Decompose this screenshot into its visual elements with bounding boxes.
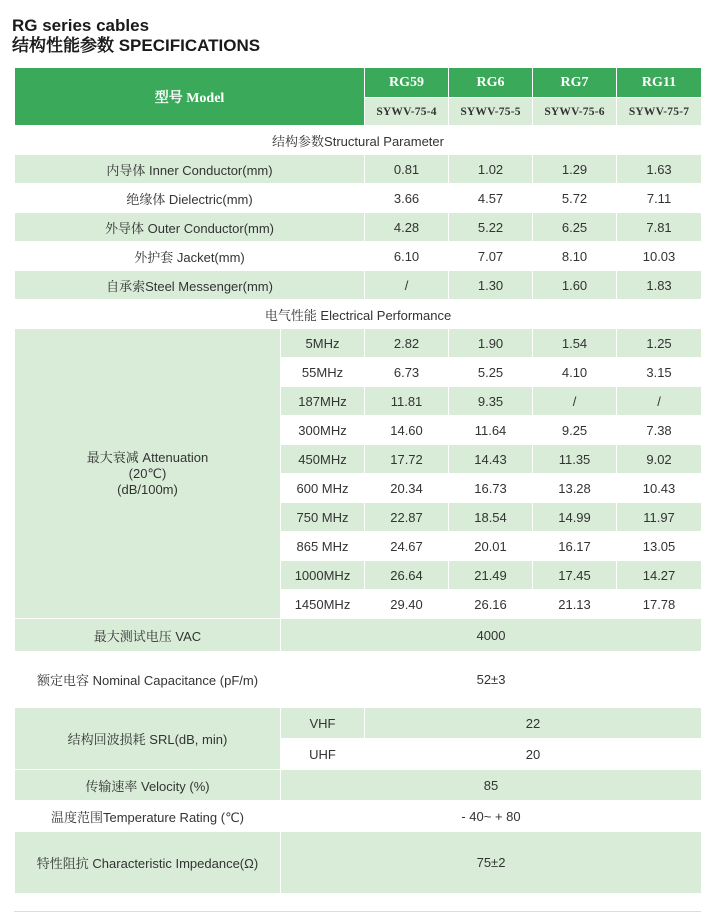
table-row xyxy=(15,184,702,213)
table-row xyxy=(15,770,702,801)
cell-value: 1.29 xyxy=(533,155,617,184)
cell-value: 3.66 xyxy=(365,184,449,213)
attenuation-label xyxy=(15,329,281,619)
band-label: UHF xyxy=(281,739,365,770)
cell-value: 11.35 xyxy=(533,445,617,474)
table-row xyxy=(15,832,702,894)
attenuation-label-line: 最大衰减 Attenuation xyxy=(86,449,209,465)
freq-label: 300MHz xyxy=(281,416,365,445)
table-row xyxy=(15,242,702,271)
cell-value: 20.34 xyxy=(365,474,449,503)
cell-value: / xyxy=(365,271,449,300)
band-label: VHF xyxy=(281,708,365,739)
title-block xyxy=(12,16,260,56)
table-row xyxy=(15,708,702,739)
freq-label: 450MHz xyxy=(281,445,365,474)
cell-value: 0.81 xyxy=(365,155,449,184)
table-row xyxy=(15,271,702,300)
cell-value: 13.28 xyxy=(533,474,617,503)
cell-value: 1.02 xyxy=(449,155,533,184)
row-label: 温度范围Temperature Rating (℃) xyxy=(15,801,281,832)
cell-value: 6.73 xyxy=(365,358,449,387)
freq-label: 865 MHz xyxy=(281,532,365,561)
freq-label: 1000MHz xyxy=(281,561,365,590)
cell-value: 16.17 xyxy=(533,532,617,561)
cell-value: 7.07 xyxy=(449,242,533,271)
cell-value: 4000 xyxy=(281,619,702,652)
electrical-section-label: 电气性能 Electrical Performance xyxy=(15,300,702,329)
cell-value: 24.67 xyxy=(365,532,449,561)
cell-value: 1.60 xyxy=(533,271,617,300)
cell-value: 3.15 xyxy=(617,358,702,387)
structural-section-label: 结构参数Structural Parameter xyxy=(15,126,702,155)
page-title: RG series cables xyxy=(12,16,150,35)
cell-value: 29.40 xyxy=(365,590,449,619)
row-label: 外护套 Jacket(mm) xyxy=(15,242,365,271)
freq-label: 5MHz xyxy=(281,329,365,358)
cell-value: 21.13 xyxy=(533,590,617,619)
cell-value: 4.10 xyxy=(533,358,617,387)
cell-value: 13.05 xyxy=(617,532,702,561)
table-row xyxy=(15,329,702,358)
model-rg6: RG6 xyxy=(449,68,533,98)
code-sywv-75-4: SYWV-75-4 xyxy=(365,98,449,126)
cell-value: 5.22 xyxy=(449,213,533,242)
code-sywv-75-6: SYWV-75-6 xyxy=(533,98,617,126)
cell-value: 9.35 xyxy=(449,387,533,416)
cell-value: 4.57 xyxy=(449,184,533,213)
table-bottom-divider xyxy=(14,911,701,912)
cell-value: 75±2 xyxy=(281,832,702,894)
attenuation-label-line: (20℃) xyxy=(128,465,167,481)
cell-value: 16.73 xyxy=(449,474,533,503)
cell-value: / xyxy=(617,387,702,416)
cell-value: 5.72 xyxy=(533,184,617,213)
cell-value: 7.81 xyxy=(617,213,702,242)
model-rg59: RG59 xyxy=(365,68,449,98)
cell-value: 1.83 xyxy=(617,271,702,300)
table-row xyxy=(15,652,702,708)
cell-value: 22.87 xyxy=(365,503,449,532)
attenuation-label-line: (dB/100m) xyxy=(117,481,178,497)
cell-value: 14.43 xyxy=(449,445,533,474)
specifications-table xyxy=(14,67,702,894)
freq-label: 55MHz xyxy=(281,358,365,387)
row-label: 自承索Steel Messenger(mm) xyxy=(15,271,365,300)
cell-value: 14.27 xyxy=(617,561,702,590)
row-label: 最大测试电压 VAC xyxy=(15,619,281,652)
cell-value: 52±3 xyxy=(281,652,702,708)
cell-value: 17.78 xyxy=(617,590,702,619)
model-header: 型号 Model xyxy=(15,68,365,126)
model-rg11: RG11 xyxy=(617,68,702,98)
freq-label: 1450MHz xyxy=(281,590,365,619)
cell-value: 85 xyxy=(281,770,702,801)
cell-value: 1.30 xyxy=(449,271,533,300)
cell-value: 26.64 xyxy=(365,561,449,590)
cell-value: 5.25 xyxy=(449,358,533,387)
cell-value: 18.54 xyxy=(449,503,533,532)
freq-label: 600 MHz xyxy=(281,474,365,503)
cell-value: 14.99 xyxy=(533,503,617,532)
row-label: 绝缘体 Dielectric(mm) xyxy=(15,184,365,213)
cell-value: 10.43 xyxy=(617,474,702,503)
cell-value: 1.25 xyxy=(617,329,702,358)
table-row xyxy=(15,801,702,832)
row-label: 内导体 Inner Conductor(mm) xyxy=(15,155,365,184)
cell-value: 11.97 xyxy=(617,503,702,532)
cell-value: 2.82 xyxy=(365,329,449,358)
cell-value: 26.16 xyxy=(449,590,533,619)
cell-value: 10.03 xyxy=(617,242,702,271)
cell-value: 6.10 xyxy=(365,242,449,271)
table-row xyxy=(15,213,702,242)
row-label: 特性阻抗 Characteristic Impedance(Ω) xyxy=(15,832,281,894)
cell-value: - 40~ + 80 xyxy=(281,801,702,832)
cell-value: 1.54 xyxy=(533,329,617,358)
code-sywv-75-5: SYWV-75-5 xyxy=(449,98,533,126)
freq-label: 750 MHz xyxy=(281,503,365,532)
cell-value: 9.25 xyxy=(533,416,617,445)
cell-value: 9.02 xyxy=(617,445,702,474)
cell-value: 11.81 xyxy=(365,387,449,416)
row-label: 结构回波损耗 SRL(dB, min) xyxy=(15,708,281,770)
page-subtitle: 结构性能参数 SPECIFICATIONS xyxy=(12,36,261,55)
row-label: 传输速率 Velocity (%) xyxy=(15,770,281,801)
cell-value: 7.38 xyxy=(617,416,702,445)
cell-value: 17.72 xyxy=(365,445,449,474)
cell-value: 7.11 xyxy=(617,184,702,213)
cell-value: 1.90 xyxy=(449,329,533,358)
model-rg7: RG7 xyxy=(533,68,617,98)
cell-value: 8.10 xyxy=(533,242,617,271)
cell-value: 22 xyxy=(365,708,702,739)
cell-value: 20 xyxy=(365,739,702,770)
row-label: 额定电容 Nominal Capacitance (pF/m) xyxy=(15,652,281,708)
cell-value: 21.49 xyxy=(449,561,533,590)
cell-value: 11.64 xyxy=(449,416,533,445)
cell-value: 4.28 xyxy=(365,213,449,242)
cell-value: / xyxy=(533,387,617,416)
cell-value: 14.60 xyxy=(365,416,449,445)
table-row xyxy=(15,619,702,652)
code-sywv-75-7: SYWV-75-7 xyxy=(617,98,702,126)
cell-value: 17.45 xyxy=(533,561,617,590)
row-label: 外导体 Outer Conductor(mm) xyxy=(15,213,365,242)
freq-label: 187MHz xyxy=(281,387,365,416)
table-row xyxy=(15,155,702,184)
cell-value: 1.63 xyxy=(617,155,702,184)
cell-value: 6.25 xyxy=(533,213,617,242)
cell-value: 20.01 xyxy=(449,532,533,561)
